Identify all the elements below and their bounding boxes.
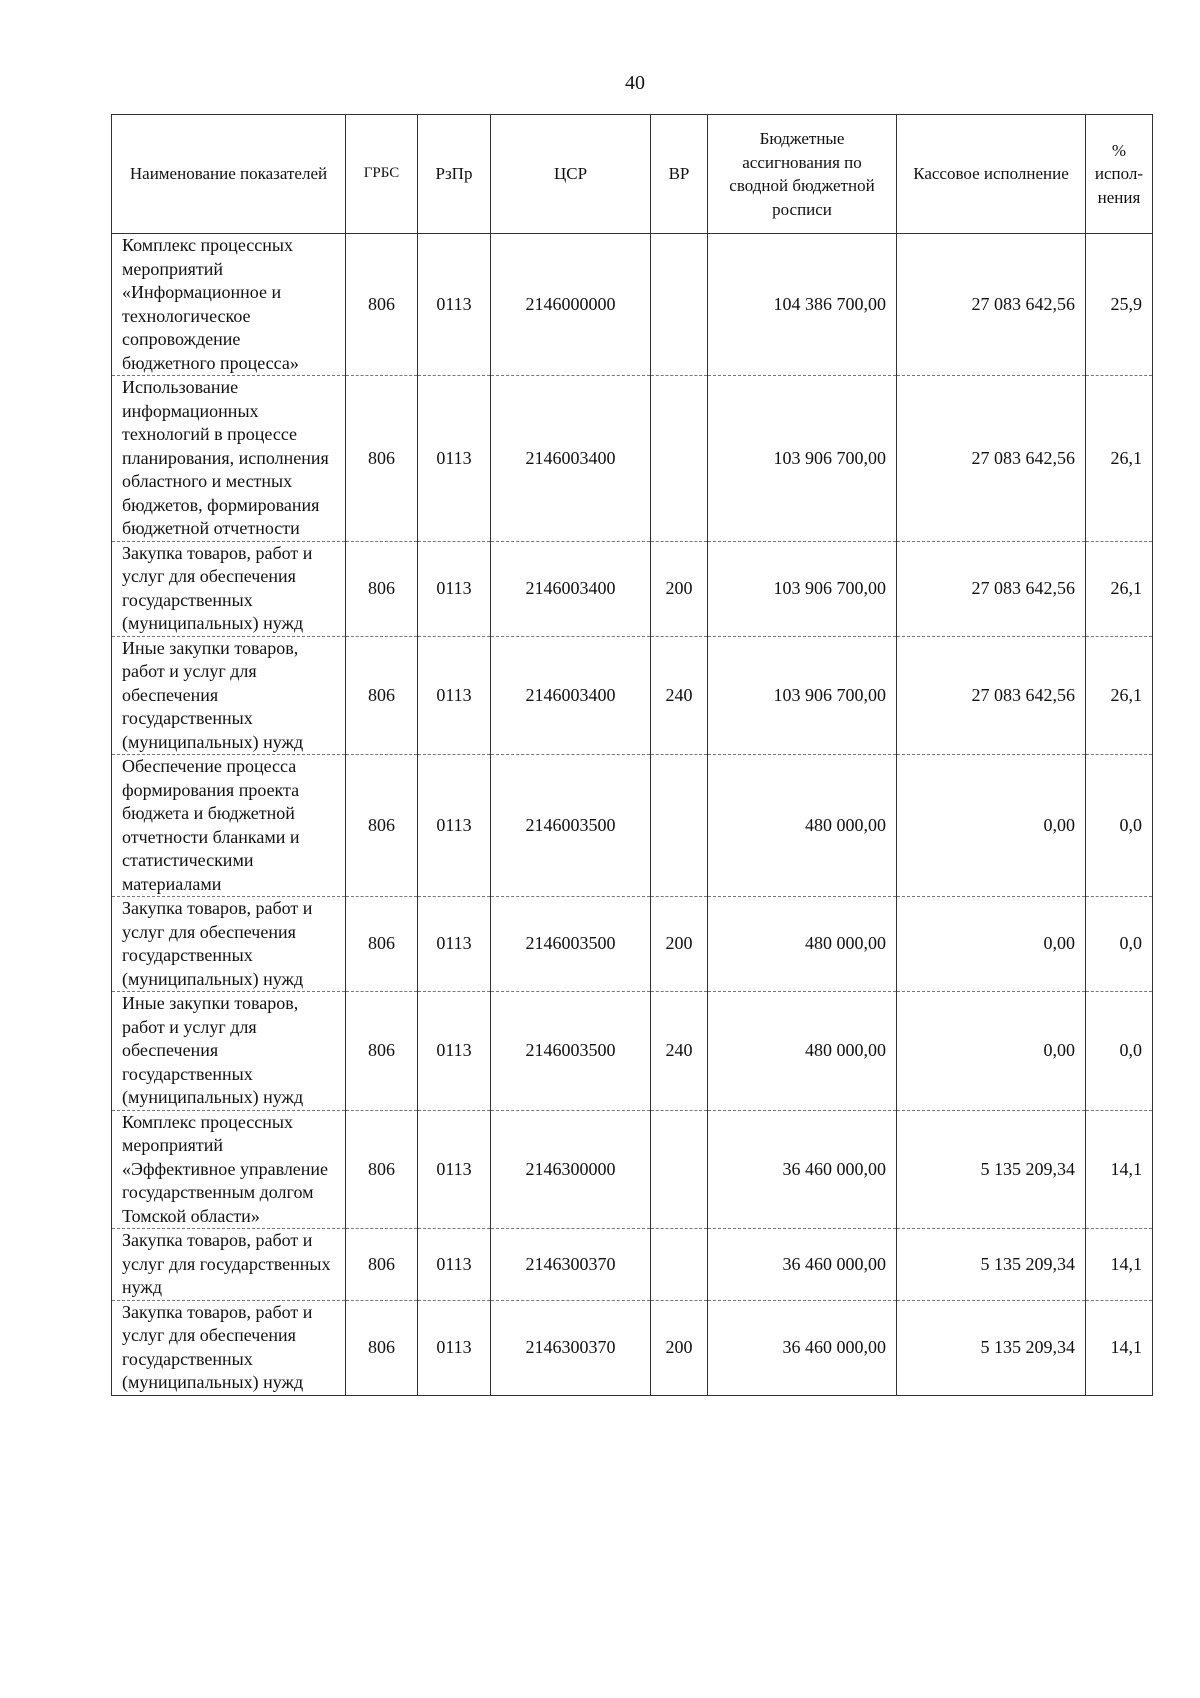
- row-cash: 5 135 209,34: [897, 1300, 1086, 1395]
- table-row: [112, 992, 1153, 1111]
- row-vr: 200: [651, 897, 708, 992]
- header-percent: % испол-нения: [1086, 115, 1153, 234]
- header-cash: Кассовое исполнение: [897, 115, 1086, 234]
- row-vr: [651, 1229, 708, 1301]
- row-csr: 2146003400: [491, 541, 651, 636]
- table-row: [112, 1300, 1153, 1395]
- row-vr: 240: [651, 636, 708, 755]
- row-percent: 14,1: [1086, 1110, 1153, 1229]
- row-rzpr: 0113: [418, 992, 491, 1111]
- row-percent: 26,1: [1086, 376, 1153, 542]
- row-allocations: 103 906 700,00: [708, 541, 897, 636]
- row-allocations: 103 906 700,00: [708, 636, 897, 755]
- row-name: Закупка товаров, работ и услуг для обеспечения государственных (муниципальных) нужд: [112, 897, 346, 992]
- row-csr: 2146003500: [491, 992, 651, 1111]
- row-allocations: 103 906 700,00: [708, 376, 897, 542]
- row-rzpr: 0113: [418, 636, 491, 755]
- row-rzpr: 0113: [418, 755, 491, 897]
- row-allocations: 480 000,00: [708, 755, 897, 897]
- row-grbs: 806: [346, 636, 418, 755]
- row-name: Закупка товаров, работ и услуг для государственных нужд: [112, 1229, 346, 1301]
- row-cash: 27 083 642,56: [897, 541, 1086, 636]
- row-allocations: 36 460 000,00: [708, 1229, 897, 1301]
- row-vr: [651, 755, 708, 897]
- table-header-row: [112, 115, 1153, 234]
- row-vr: [651, 376, 708, 542]
- row-name: Закупка товаров, работ и услуг для обеспечения государственных (муниципальных) нужд: [112, 541, 346, 636]
- row-rzpr: 0113: [418, 376, 491, 542]
- row-grbs: 806: [346, 234, 418, 376]
- table-row: [112, 1229, 1153, 1301]
- row-csr: 2146300370: [491, 1229, 651, 1301]
- row-allocations: 480 000,00: [708, 992, 897, 1111]
- row-csr: 2146300370: [491, 1300, 651, 1395]
- row-cash: 0,00: [897, 992, 1086, 1111]
- row-rzpr: 0113: [418, 234, 491, 376]
- row-csr: 2146003400: [491, 376, 651, 542]
- row-percent: 0,0: [1086, 755, 1153, 897]
- row-name: Использование информационных технологий в процессе планирования, исполнения областного и местных бюджетов, формирования бюджетной отчетности: [112, 376, 346, 542]
- header-csr: ЦСР: [491, 115, 651, 234]
- row-cash: 0,00: [897, 755, 1086, 897]
- row-grbs: 806: [346, 1229, 418, 1301]
- table-row: [112, 755, 1153, 897]
- row-cash: 0,00: [897, 897, 1086, 992]
- row-grbs: 806: [346, 755, 418, 897]
- row-grbs: 806: [346, 376, 418, 542]
- row-vr: 240: [651, 992, 708, 1111]
- header-grbs: ГРБС: [346, 115, 418, 234]
- row-grbs: 806: [346, 1110, 418, 1229]
- row-grbs: 806: [346, 992, 418, 1111]
- header-rzpr: РзПр: [418, 115, 491, 234]
- row-grbs: 806: [346, 897, 418, 992]
- row-allocations: 480 000,00: [708, 897, 897, 992]
- row-cash: 5 135 209,34: [897, 1110, 1086, 1229]
- row-name: Иные закупки товаров, работ и услуг для обеспечения государственных (муниципальных) нужд: [112, 992, 346, 1111]
- row-cash: 27 083 642,56: [897, 234, 1086, 376]
- row-percent: 26,1: [1086, 636, 1153, 755]
- row-percent: 14,1: [1086, 1229, 1153, 1301]
- row-name: Закупка товаров, работ и услуг для обеспечения государственных (муниципальных) нужд: [112, 1300, 346, 1395]
- row-allocations: 36 460 000,00: [708, 1110, 897, 1229]
- row-rzpr: 0113: [418, 541, 491, 636]
- row-vr: [651, 1110, 708, 1229]
- row-csr: 2146003500: [491, 755, 651, 897]
- row-rzpr: 0113: [418, 897, 491, 992]
- table-row: [112, 636, 1153, 755]
- table-row: [112, 541, 1153, 636]
- row-name: Иные закупки товаров, работ и услуг для обеспечения государственных (муниципальных) нужд: [112, 636, 346, 755]
- row-csr: 2146000000: [491, 234, 651, 376]
- row-grbs: 806: [346, 1300, 418, 1395]
- row-grbs: 806: [346, 541, 418, 636]
- row-csr: 2146003400: [491, 636, 651, 755]
- row-cash: 27 083 642,56: [897, 376, 1086, 542]
- row-allocations: 104 386 700,00: [708, 234, 897, 376]
- row-vr: 200: [651, 1300, 708, 1395]
- row-csr: 2146003500: [491, 897, 651, 992]
- row-percent: 26,1: [1086, 541, 1153, 636]
- page-number: 40: [625, 72, 645, 94]
- row-rzpr: 0113: [418, 1110, 491, 1229]
- row-percent: 14,1: [1086, 1300, 1153, 1395]
- row-rzpr: 0113: [418, 1229, 491, 1301]
- header-allocations: Бюджетные ассигнования по сводной бюджетной росписи: [708, 115, 897, 234]
- row-name: Комплекс процессных мероприятий «Информационное и технологическое сопровождение бюджетного процесса»: [112, 234, 346, 376]
- header-vr: ВР: [651, 115, 708, 234]
- row-percent: 0,0: [1086, 897, 1153, 992]
- row-rzpr: 0113: [418, 1300, 491, 1395]
- table-row: [112, 234, 1153, 376]
- header-name: Наименование показателей: [112, 115, 346, 234]
- budget-execution-table: [111, 114, 1153, 1396]
- row-vr: 200: [651, 541, 708, 636]
- table-row: [112, 897, 1153, 992]
- row-name: Обеспечение процесса формирования проекта бюджета и бюджетной отчетности бланками и статистическими материалами: [112, 755, 346, 897]
- row-cash: 27 083 642,56: [897, 636, 1086, 755]
- row-percent: 0,0: [1086, 992, 1153, 1111]
- row-percent: 25,9: [1086, 234, 1153, 376]
- row-allocations: 36 460 000,00: [708, 1300, 897, 1395]
- row-csr: 2146300000: [491, 1110, 651, 1229]
- row-cash: 5 135 209,34: [897, 1229, 1086, 1301]
- row-name: Комплекс процессных мероприятий «Эффективное управление государственным долгом Томской области»: [112, 1110, 346, 1229]
- row-vr: [651, 234, 708, 376]
- table-row: [112, 376, 1153, 542]
- table-row: [112, 1110, 1153, 1229]
